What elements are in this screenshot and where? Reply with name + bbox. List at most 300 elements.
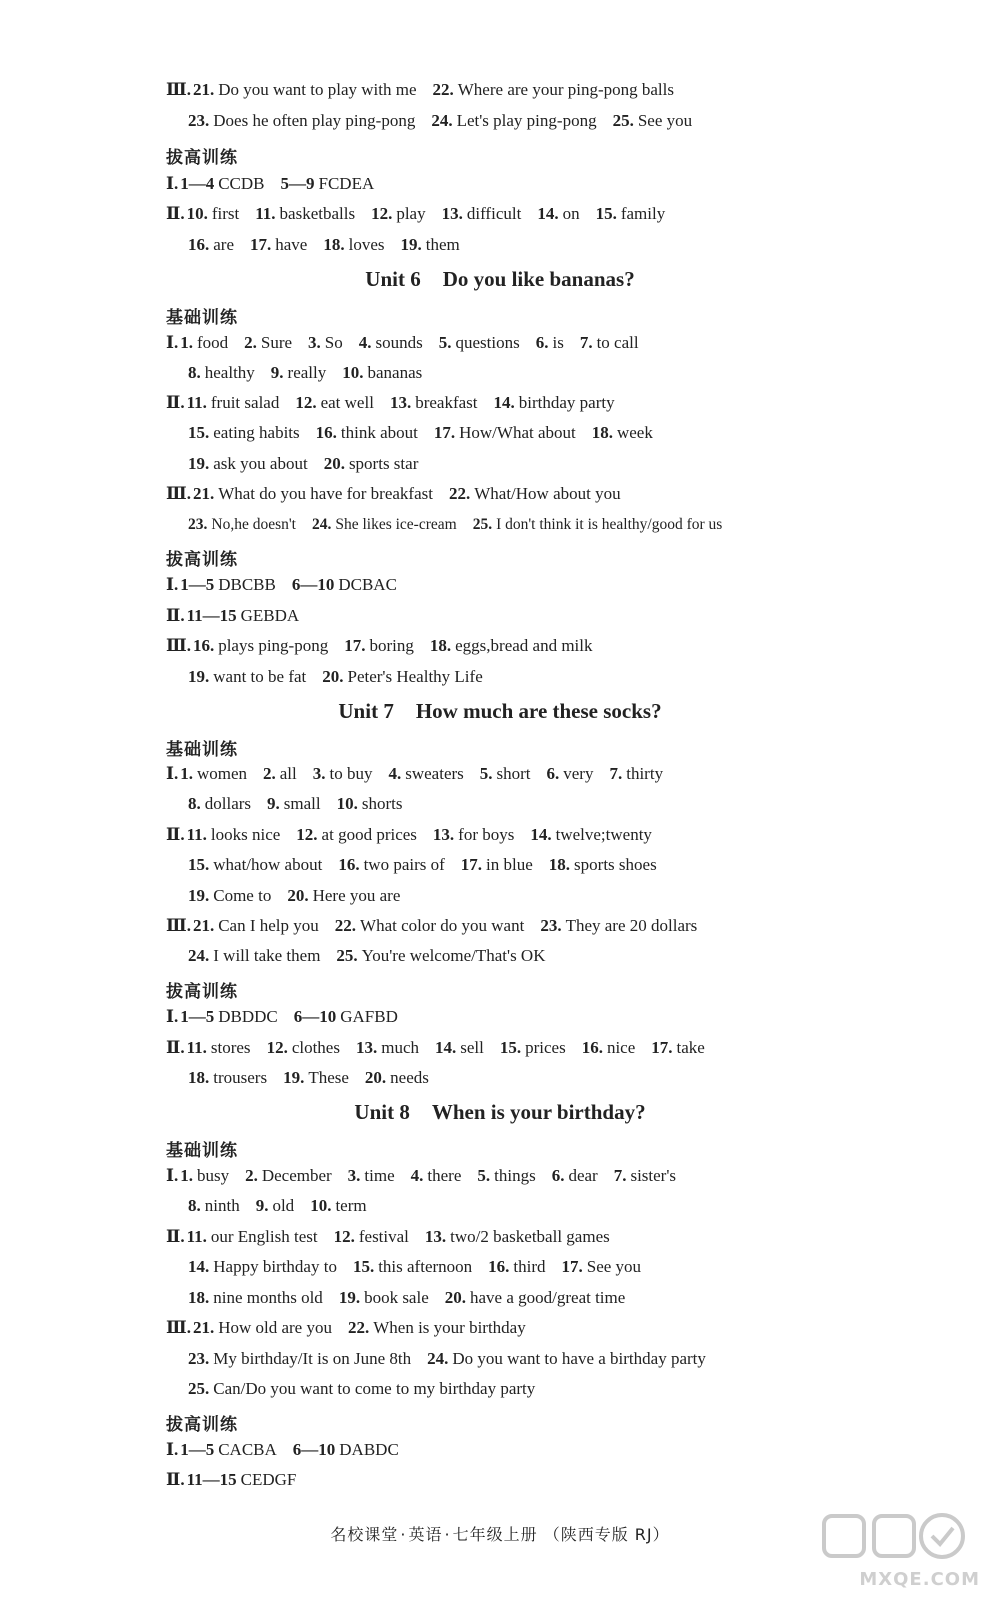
question-number: 16. — [338, 855, 360, 874]
answer-item — [193, 80, 417, 99]
answer-item — [180, 174, 264, 193]
answer-line — [166, 1006, 398, 1028]
answer-item — [401, 235, 460, 254]
answer-item — [549, 855, 657, 874]
question-number: 14. — [530, 825, 552, 844]
watermark — [800, 1510, 980, 1590]
answer-text: DCBAC — [338, 575, 397, 594]
answer-item — [188, 454, 308, 473]
answer-item — [188, 1068, 267, 1087]
question-number: 24. — [427, 1349, 449, 1368]
answer-item — [193, 636, 328, 655]
answer-line — [188, 854, 657, 876]
answer-text: Can I help you — [218, 916, 319, 935]
question-number: 17. — [433, 423, 456, 442]
question-number: 19. — [188, 667, 210, 686]
question-number: 15. — [352, 1257, 375, 1276]
answer-line — [188, 110, 692, 132]
question-number: 6. — [535, 333, 549, 352]
answer-text: GEBDA — [240, 606, 300, 625]
question-number: 17. — [651, 1038, 673, 1057]
question-number: 24. — [188, 946, 210, 965]
question-number: 15. — [595, 204, 617, 223]
answer-item — [287, 886, 400, 905]
answer-item — [613, 111, 693, 130]
answer-line — [188, 422, 653, 444]
answer-text: to buy — [329, 764, 373, 783]
answer-text: time — [364, 1166, 395, 1185]
answer-item — [316, 423, 418, 442]
question-number: 24. — [431, 111, 453, 130]
answer-text: third — [513, 1257, 546, 1276]
question-number: 25. — [472, 516, 493, 533]
answer-item — [390, 393, 478, 412]
question-number: 2. — [244, 333, 257, 352]
answer-item — [425, 1227, 610, 1246]
answer-text: food — [196, 333, 229, 352]
answer-item — [188, 1257, 337, 1276]
unit-number: Unit 6 — [365, 267, 421, 291]
answer-item — [188, 423, 300, 442]
answer-item — [338, 855, 444, 874]
answer-item — [537, 204, 579, 223]
answer-line — [166, 915, 697, 937]
question-number: 19. — [338, 1288, 361, 1307]
question-number: 10. — [186, 204, 208, 223]
answer-item — [651, 1038, 705, 1057]
answer-text: Does he often play ping-pong — [213, 111, 416, 130]
answer-item — [245, 1166, 332, 1185]
section-number: Ⅱ. — [166, 1227, 185, 1246]
answer-text: Do you want to have a birthday party — [452, 1349, 706, 1368]
question-number: 14. — [537, 204, 559, 223]
answer-text: this afternoon — [378, 1257, 473, 1276]
section-number: Ⅱ. — [166, 1038, 185, 1057]
question-number: 6—10 — [293, 1007, 337, 1026]
question-number: 5. — [438, 333, 452, 352]
answer-text: CCDB — [218, 174, 265, 193]
answer-text: women — [196, 764, 247, 783]
answer-item — [439, 333, 520, 352]
question-number: 12. — [266, 1038, 288, 1057]
answer-item — [500, 1038, 566, 1057]
question-number: 17. — [344, 636, 366, 655]
answer-text: CEDGF — [240, 1470, 297, 1489]
answer-item — [433, 825, 514, 844]
answer-line — [166, 763, 663, 785]
answer-item — [187, 825, 281, 844]
question-number: 12. — [371, 204, 393, 223]
question-number: 11. — [186, 1038, 207, 1057]
answer-text: twelve;twenty — [555, 825, 652, 844]
answer-item — [180, 1166, 229, 1185]
answer-text: bananas — [367, 363, 423, 382]
section-number: Ⅱ. — [166, 204, 185, 223]
answer-item — [322, 667, 483, 686]
answer-item — [267, 794, 321, 813]
answer-item — [193, 916, 319, 935]
answer-line — [166, 1165, 676, 1187]
unit-title — [0, 698, 1000, 724]
question-number: 15. — [499, 1038, 522, 1057]
question-number: 9. — [255, 1196, 269, 1215]
answer-item — [536, 333, 564, 352]
question-number: 17. — [460, 855, 483, 874]
answer-text: December — [261, 1166, 332, 1185]
answer-site-logo-icon — [820, 1510, 970, 1566]
answer-text: DABDC — [339, 1440, 399, 1459]
answer-item — [359, 333, 423, 352]
question-number: 18. — [323, 235, 345, 254]
section-number: Ⅲ. — [166, 80, 191, 99]
answer-text: CACBA — [218, 1440, 277, 1459]
answer-line — [166, 392, 615, 414]
question-number: 18. — [591, 423, 613, 442]
footer-subject: 英语 — [408, 1525, 443, 1544]
answer-item — [250, 235, 307, 254]
answer-text: I will take them — [213, 946, 321, 965]
question-number: 3. — [308, 333, 321, 352]
answer-line — [188, 885, 400, 907]
answer-text: first — [211, 204, 240, 223]
question-number: 25. — [336, 946, 358, 965]
answer-item — [187, 393, 280, 412]
answer-item — [442, 204, 522, 223]
answer-text: really — [287, 363, 327, 382]
question-number: 13. — [355, 1038, 378, 1057]
question-number: 12. — [296, 825, 318, 844]
section-number: Ⅱ. — [166, 606, 185, 625]
answer-item — [530, 825, 652, 844]
answer-text: What do you have for breakfast — [218, 484, 433, 503]
question-number: 11. — [255, 204, 276, 223]
answer-line — [188, 1287, 625, 1309]
answer-line — [188, 1256, 641, 1278]
answer-text: nice — [606, 1038, 636, 1057]
answer-item — [609, 764, 663, 783]
answer-item — [281, 174, 375, 193]
question-number: 19. — [400, 235, 422, 254]
question-number: 1. — [180, 764, 193, 783]
answer-text: in blue — [486, 855, 533, 874]
section-heading-basic: 基础训练 — [166, 1141, 238, 1161]
question-number: 10. — [342, 363, 364, 382]
footer-grade: 七年级上册 — [452, 1525, 538, 1544]
answer-item — [180, 333, 228, 352]
answer-text: boring — [369, 636, 414, 655]
question-number: 16. — [188, 235, 210, 254]
question-number: 23. — [540, 916, 562, 935]
answer-item — [580, 333, 639, 352]
answer-item — [180, 1440, 277, 1459]
answer-text: I don't think it is healthy/good for us — [496, 516, 723, 533]
answer-item — [488, 1257, 545, 1276]
answer-text: fruit salad — [210, 393, 280, 412]
question-number: 14. — [188, 1257, 210, 1276]
answer-line — [166, 173, 374, 195]
answer-item — [187, 606, 300, 625]
question-number: 1—5 — [180, 575, 215, 594]
question-number: 1—5 — [180, 1440, 215, 1459]
section-number: Ⅱ. — [166, 825, 185, 844]
answer-text: healthy — [204, 363, 255, 382]
answer-text: have a good/great time — [470, 1288, 626, 1307]
question-number: 2. — [245, 1166, 258, 1185]
answer-text: ninth — [204, 1196, 240, 1215]
section-number: Ⅱ. — [166, 1470, 185, 1489]
question-number: 7. — [613, 1166, 627, 1185]
answer-text: stores — [210, 1038, 251, 1057]
question-number: 21. — [192, 80, 215, 99]
answer-text: difficult — [466, 204, 522, 223]
question-number: 1—4 — [180, 174, 215, 193]
answer-item — [582, 1038, 636, 1057]
answer-text: My birthday/It is on June 8th — [213, 1349, 412, 1368]
answer-text: busy — [196, 1166, 230, 1185]
question-number: 16. — [488, 1257, 510, 1276]
answer-text: breakfast — [415, 393, 478, 412]
answer-text: two/2 basketball games — [450, 1227, 610, 1246]
answer-item — [335, 916, 525, 935]
question-number: 14. — [435, 1038, 457, 1057]
answer-item — [494, 393, 615, 412]
answer-text: sports star — [348, 454, 419, 473]
answer-text: much — [381, 1038, 419, 1057]
answer-text: have — [275, 235, 308, 254]
question-number: 1—5 — [180, 1007, 215, 1026]
answer-item — [188, 111, 415, 130]
answer-item — [193, 1318, 332, 1337]
answer-item — [342, 363, 422, 382]
section-number: Ⅲ. — [166, 636, 191, 655]
answer-text: What/How about you — [474, 484, 621, 503]
question-number: 13. — [432, 825, 455, 844]
answer-line — [166, 1037, 705, 1059]
answer-item — [312, 516, 457, 533]
answer-text: family — [620, 204, 666, 223]
section-number: Ⅲ. — [166, 916, 191, 935]
question-number: 7. — [579, 333, 593, 352]
section-number: Ⅰ. — [166, 1440, 179, 1459]
answer-text: When is your birthday — [373, 1318, 526, 1337]
question-number: 20. — [323, 454, 345, 473]
answer-text: two pairs of — [363, 855, 445, 874]
answer-item — [480, 764, 531, 783]
answer-item — [336, 946, 545, 965]
answer-text: sports shoes — [574, 855, 657, 874]
answer-text: dear — [568, 1166, 598, 1185]
unit-title — [0, 1099, 1000, 1125]
answer-item — [313, 764, 373, 783]
answer-text: festival — [358, 1227, 409, 1246]
answer-text: eating habits — [213, 423, 300, 442]
answer-text: prices — [525, 1038, 566, 1057]
answer-text: there — [427, 1166, 462, 1185]
answer-line — [188, 234, 460, 256]
answer-line — [188, 1378, 535, 1400]
question-number: 10. — [336, 794, 358, 813]
answer-line — [188, 793, 403, 815]
answer-text: Happy birthday to — [213, 1257, 337, 1276]
answer-text: Where are your ping-pong balls — [457, 80, 674, 99]
answer-item — [256, 1196, 294, 1215]
question-number: 14. — [493, 393, 515, 412]
question-number: 9. — [267, 794, 280, 813]
question-number: 21. — [192, 916, 215, 935]
answer-item — [371, 204, 426, 223]
section-number: Ⅰ. — [166, 575, 179, 594]
section-number: Ⅱ. — [166, 393, 185, 412]
answer-item — [188, 516, 296, 533]
answer-text: Let's play ping-pong — [456, 111, 597, 130]
answer-line — [166, 1317, 526, 1339]
answer-item — [255, 204, 355, 223]
answer-text: nine months old — [213, 1288, 323, 1307]
answer-item — [461, 855, 533, 874]
answer-item — [271, 363, 326, 382]
question-number: 23. — [188, 1349, 210, 1368]
question-number: 22. — [448, 484, 471, 503]
question-number: 18. — [429, 636, 452, 655]
answer-text: Come to — [213, 886, 272, 905]
section-number: Ⅲ. — [166, 1318, 191, 1337]
answer-text: sell — [460, 1038, 484, 1057]
footer-separator: · — [444, 1525, 451, 1544]
answer-item — [562, 1257, 642, 1276]
answer-item — [334, 1227, 409, 1246]
answer-text: thirty — [626, 764, 664, 783]
question-number: 16. — [192, 636, 215, 655]
question-number: 8. — [188, 794, 201, 813]
question-number: 18. — [188, 1288, 210, 1307]
question-number: 16. — [581, 1038, 603, 1057]
question-number: 6—10 — [292, 1440, 336, 1459]
question-number: 20. — [444, 1288, 466, 1307]
answer-text: small — [283, 794, 321, 813]
answer-item — [292, 575, 397, 594]
answer-item — [308, 333, 343, 352]
question-number: 21. — [192, 1318, 215, 1337]
answer-item — [431, 111, 596, 130]
answer-line — [166, 574, 397, 596]
answer-line — [188, 362, 422, 384]
answer-item — [263, 764, 297, 783]
question-number: 11—15 — [186, 1470, 237, 1489]
question-number: 6. — [551, 1166, 565, 1185]
answer-text: sounds — [375, 333, 423, 352]
answer-text: old — [272, 1196, 295, 1215]
answer-item — [295, 393, 374, 412]
answer-text: looks nice — [210, 825, 281, 844]
question-number: 9. — [270, 363, 284, 382]
question-number: 16. — [315, 423, 337, 442]
question-number: 21. — [192, 484, 215, 503]
answer-text: to call — [596, 333, 639, 352]
answer-item — [323, 235, 384, 254]
answer-text: eat well — [320, 393, 374, 412]
question-number: 17. — [561, 1257, 583, 1276]
answer-item — [188, 1288, 323, 1307]
section-number: Ⅰ. — [166, 1166, 179, 1185]
question-number: 11. — [186, 393, 207, 412]
answer-item — [188, 946, 320, 965]
answer-line — [188, 1067, 429, 1089]
question-number: 5. — [479, 764, 493, 783]
answer-text: questions — [455, 333, 520, 352]
answer-item — [449, 484, 621, 503]
question-number: 19. — [188, 454, 210, 473]
answer-line — [166, 332, 639, 354]
answer-text: trousers — [213, 1068, 268, 1087]
question-number: 13. — [441, 204, 463, 223]
question-number: 15. — [188, 855, 210, 874]
section-heading-advanced: 拔高训练 — [166, 148, 238, 168]
answer-item — [187, 1227, 318, 1246]
question-number: 22. — [334, 916, 357, 935]
question-number: 24. — [311, 516, 332, 533]
question-number: 3. — [347, 1166, 361, 1185]
answer-item — [592, 423, 653, 442]
answer-text: shorts — [361, 794, 403, 813]
answer-text: How old are you — [218, 1318, 332, 1337]
answer-text: She likes ice-cream — [335, 516, 457, 533]
question-number: 4. — [358, 333, 372, 352]
answer-item — [310, 1196, 366, 1215]
unit-name: How much are these socks? — [415, 699, 662, 723]
question-number: 6. — [546, 764, 560, 783]
question-number: 5. — [477, 1166, 491, 1185]
section-number: Ⅰ. — [166, 174, 179, 193]
footer-series: 名校课堂 — [330, 1525, 399, 1544]
answer-text: are — [213, 235, 235, 254]
answer-text: for boys — [458, 825, 515, 844]
answer-text: Peter's Healthy Life — [347, 667, 483, 686]
answer-item — [477, 1166, 535, 1185]
question-number: 22. — [347, 1318, 370, 1337]
answer-text: term — [335, 1196, 367, 1215]
answer-item — [187, 1470, 297, 1489]
answer-item — [353, 1257, 472, 1276]
answer-item — [430, 636, 593, 655]
answer-item — [188, 667, 306, 686]
answer-text: want to be fat — [213, 667, 307, 686]
answer-item — [365, 1068, 429, 1087]
answer-item — [188, 363, 255, 382]
question-number: 1. — [180, 1166, 193, 1185]
answer-text: think about — [340, 423, 418, 442]
question-number: 25. — [612, 111, 634, 130]
answer-text: clothes — [291, 1038, 340, 1057]
question-number: 15. — [188, 423, 210, 442]
answer-text: very — [563, 764, 594, 783]
answer-item — [188, 886, 271, 905]
answer-item — [339, 1288, 429, 1307]
answer-text: How/What about — [459, 423, 576, 442]
answer-line — [166, 1226, 610, 1248]
answer-item — [473, 516, 723, 533]
footer-edition: （陕西专版 RJ） — [543, 1525, 670, 1544]
answer-item — [296, 825, 417, 844]
answer-line — [188, 453, 418, 475]
question-number: 5—9 — [280, 174, 315, 193]
answer-item — [244, 333, 292, 352]
answer-item — [434, 423, 576, 442]
answer-item — [435, 1038, 484, 1057]
answer-text: eggs,bread and milk — [455, 636, 593, 655]
answer-item — [187, 204, 240, 223]
answer-item — [188, 855, 322, 874]
section-heading-advanced: 拔高训练 — [166, 982, 238, 1002]
